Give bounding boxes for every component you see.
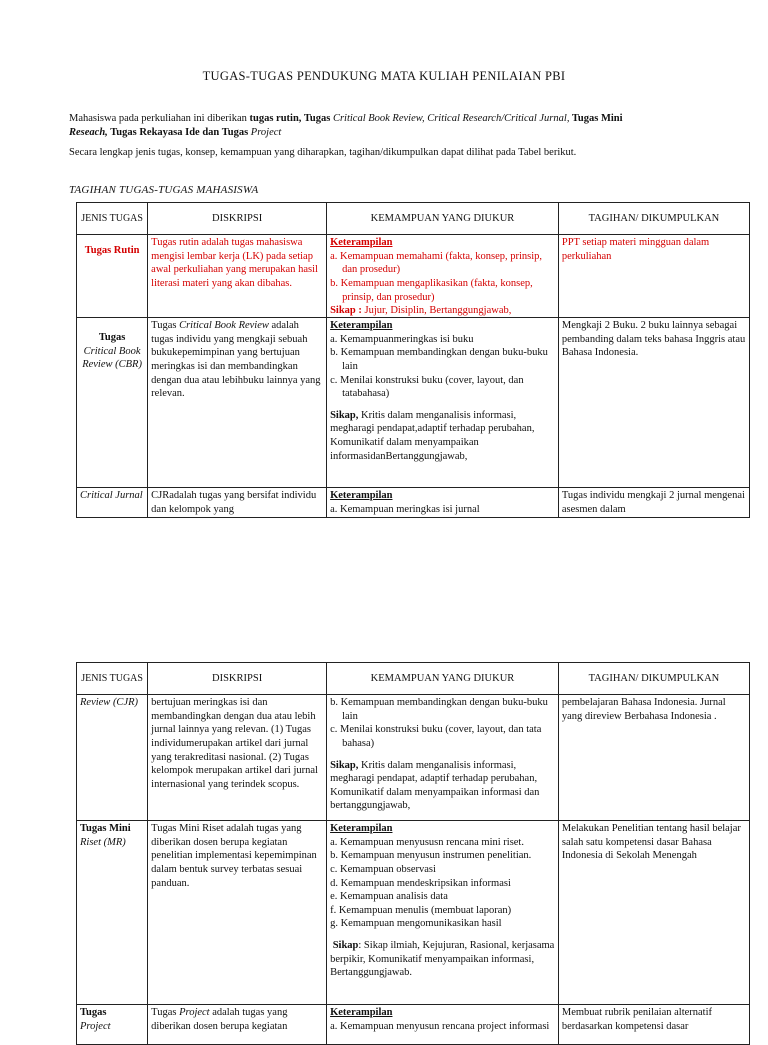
header-tagihan: TAGIHAN/ DIKUMPULKAN	[558, 203, 749, 235]
table-row-cbr	[77, 318, 750, 488]
list-item: g. Kemampuan mengomunikasikan hasil	[330, 918, 502, 930]
desc-project: Tugas Project adalah tugas yang diberikan dosen berupa kegiatan	[151, 1007, 288, 1032]
list-item: e. Kemampuan analisis data	[330, 891, 448, 903]
skills-cbr: Keterampilan a. Kemampuanmeringkas isi buku b. Kemampuan membandingkan dengan buku-buku lain c. Menilai konstruksi buku (cover, layout, dan tatabahasa) Sikap, Kritis dalam menganalisis informasi, megharagi pendapat,adaptif terhadap perubahan, Komunikatif dalam menyampaikan informasidanBertanggungjawab,	[327, 318, 559, 488]
list-item: c. Menilai konstruksi buku (cover, layout, dan tata bahasa)	[330, 724, 542, 749]
list-item: d. Kemampuan mendeskripsikan informasi	[330, 877, 511, 889]
header-deskripsi: DISKRIPSI	[148, 663, 327, 695]
header-jenis: JENIS TUGAS	[77, 663, 148, 695]
desc-cjr-continued: bertujuan meringkas isi dan membandingkan dengan dua atau lebih jurnal lainnya yang relevan. (1) Tugas individumerupakan artikel dari jurnal yang terakreditasi nasional. (2) Tugas kelompok merupakan artikel dari jurnal internasional yang terindek scopus.	[148, 695, 327, 821]
table-row-project	[77, 1005, 750, 1045]
jenis-tugas-rutin: Tugas Rutin	[84, 245, 140, 256]
desc-cjr: CJRadalah tugas yang bersifat individu dan kelompok yang	[151, 490, 317, 515]
list-item: c. Menilai konstruksi buku (cover, layout, dan tatabahasa)	[330, 374, 524, 400]
header-kemampuan: KEMAMPUAN YANG DIUKUR	[327, 203, 559, 235]
intro-paragraph-2: Secara lengkap jenis tugas, konsep, kemampuan yang diharapkan, tagihan/dikumpulkan dapat dilihat pada Tabel berikut.	[69, 147, 577, 158]
table-row-cjr-continued	[77, 695, 750, 821]
jenis-mini-riset: Tugas Mini Riset (MR)	[77, 821, 148, 1005]
list-item: a. Kemampuan meringkas isi jurnal	[330, 503, 480, 515]
tasks-table-part-2	[76, 662, 750, 1045]
jenis-cbr: Tugas Critical Book Review (CBR)	[77, 318, 148, 488]
list-item: b. Kemampuan mengaplikasikan (fakta, konsep, prinsip, dan prosedur)	[330, 277, 533, 303]
table-header-row	[77, 203, 750, 235]
tagihan-mini-riset: Melakukan Penelitian tentang hasil belajar salah satu kompetensi dasar Bahasa Indonesia di Sekolah Menengah	[558, 821, 749, 1005]
header-tagihan: TAGIHAN/ DIKUMPULKAN	[558, 663, 749, 695]
skills-tugas-rutin: Keterampilan a. Kemampuan memahami (fakta, konsep, prinsip, dan prosedur) b. Kemampuan mengaplikasikan (fakta, konsep, prinsip, dan prosedur) Sikap : Jujur, Disiplin, Bertanggungjawab,	[330, 236, 555, 314]
tagihan-project: Membuat rubrik penilaian alternatif berdasarkan kompetensi dasar	[561, 1007, 713, 1032]
list-item: c. Kemampuan observasi	[330, 863, 436, 875]
skills-cjr: Keterampilan a. Kemampuan meringkas isi jurnal	[330, 489, 555, 513]
table-row-tugas-rutin	[77, 235, 750, 318]
desc-mini-riset: Tugas Mini Riset adalah tugas yang diberikan dosen berupa kegiatan penelitian implementasi kepemimpinan dalam bentuk survey terbatas sesuai panduan.	[148, 821, 327, 1005]
list-item: a. Kemampuan menyusun rencana project informasi	[330, 1020, 550, 1032]
skills-mini-riset: Keterampilan a. Kemampuan menyususn rencana mini riset. b. Kemampuan menyusun instrumen penelitian. c. Kemampuan observasi d. Kemampuan mendeskripsikan informasi e. Kemampuan analisis data f. Kemampuan menulis (membuat laporan) g. Kemampuan mengomunikasikan hasil Sikap: Sikap ilmiah, Kejujuran, Rasional, kerjasama berpikir, Komunikatif menyampaikan informasi, Bertanggungjawab.	[327, 821, 559, 1005]
jenis-cjr-continued: Review (CJR)	[77, 695, 148, 821]
list-item: b. Kemampuan membandingkan dengan buku-buku lain	[330, 697, 548, 722]
list-item: a. Kemampuan memahami (fakta, konsep, prinsip, dan prosedur)	[330, 250, 543, 276]
tagihan-cjr-continued: pembelajaran Bahasa Indonesia. Jurnal yang direview Berbahasa Indonesia .	[558, 695, 749, 821]
document-title: TUGAS-TUGAS PENDUKUNG MATA KULIAH PENILAIAN PBI	[202, 69, 566, 83]
skills-cjr-continued: b. Kemampuan membandingkan dengan buku-buku lain c. Menilai konstruksi buku (cover, layout, dan tata bahasa) Sikap, Kritis dalam menganalisis informasi, megharagi pendapat, adaptif terhadap perubahan, Komunikatif dalam menyampaikan informasi dan bertanggungjawab,	[327, 695, 559, 821]
table-row-mini-riset	[77, 821, 750, 1005]
jenis-project: Tugas Project	[80, 1007, 111, 1032]
intro-paragraph-1: Mahasiswa pada perkuliahan ini diberikan tugas rutin, Tugas Critical Book Review, Critical Research/Critical Jurnal, Tugas Mini Reseach, Tugas Rekayasa Ide dan Tugas Project	[69, 113, 623, 139]
tagihan-cbr: Mengkaji 2 Buku. 2 buku lainnya sebagai pembanding dalam teks bahasa Inggris atau Bahasa Indonesia.	[558, 318, 749, 488]
table-row-cjr	[77, 488, 750, 518]
desc-cbr: Tugas Critical Book Review adalah tugas individu yang mengkaji sebuah bukukepemimpinan yang bertujuan meringkas isi dan membandingkan dengan dua atau lebihbuku lainnya yang relevan.	[148, 318, 327, 488]
header-jenis: JENIS TUGAS	[77, 203, 148, 235]
header-kemampuan: KEMAMPUAN YANG DIUKUR	[327, 663, 559, 695]
desc-tugas-rutin: Tugas rutin adalah tugas mahasiswa mengisi lembar kerja (LK) pada setiap awal perkuliahan yang merupakan hasil literasi materi yang akan dibahas.	[151, 237, 318, 289]
header-deskripsi: DISKRIPSI	[148, 203, 327, 235]
list-item: a. Kemampuan menyususn rencana mini riset.	[330, 836, 524, 848]
table-header-row	[77, 663, 750, 695]
list-item: b. Kemampuan menyusun instrumen penelitian.	[330, 850, 532, 862]
tagihan-cjr: Tugas individu mengkaji 2 jurnal mengenai asesmen dalam	[561, 490, 745, 515]
tasks-table-part-1	[76, 202, 750, 518]
list-item: a. Kemampuanmeringkas isi buku	[330, 333, 474, 345]
list-item: f. Kemampuan menulis (membuat laporan)	[330, 904, 512, 916]
skills-project: Keterampilan a. Kemampuan menyusun rencana project informasi	[330, 1006, 555, 1018]
table-caption: TAGIHAN TUGAS-TUGAS MAHASISWA	[69, 184, 259, 196]
jenis-cjr: Critical Jurnal	[80, 490, 143, 501]
list-item: b. Kemampuan membandingkan dengan buku-buku lain	[330, 347, 548, 372]
tagihan-tugas-rutin: PPT setiap materi mingguan dalam perkuliahan	[558, 235, 749, 318]
